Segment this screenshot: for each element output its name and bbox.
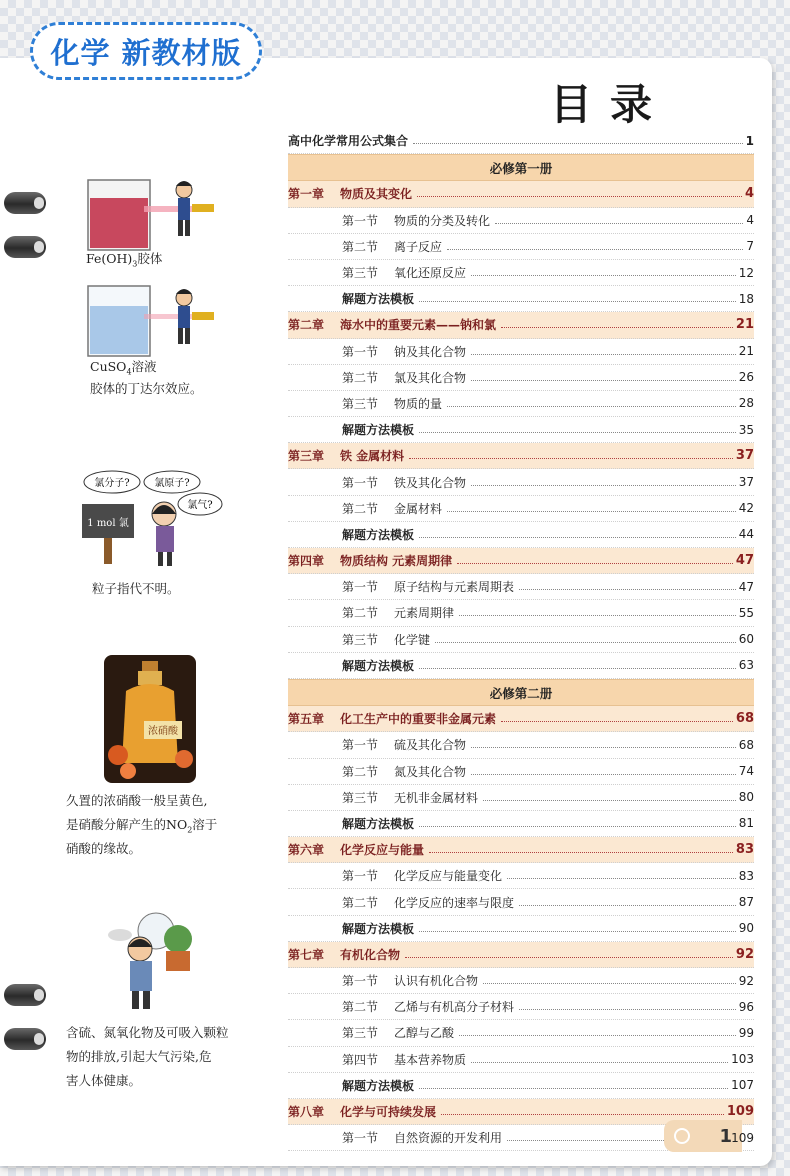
bottle-label: 浓硝酸 xyxy=(148,726,178,737)
binder-ring-icon xyxy=(4,192,46,214)
nitric-acid-photo xyxy=(104,655,196,783)
toc-chapter-7[interactable]: 第七章 有机化合物 92 xyxy=(288,942,754,968)
toc-section[interactable]: 第二节 氮及其化合物 74 xyxy=(288,759,754,785)
volume-header-2: 必修第二册 xyxy=(288,679,754,706)
toc-method-template[interactable]: 解题方法模板 90 xyxy=(288,916,754,942)
solution-beaker-illustration xyxy=(84,282,224,362)
edition-badge xyxy=(30,22,262,80)
toc-chapter-1[interactable]: 第一章 物质及其变化 4 xyxy=(288,181,754,207)
chlorine-mol-illustration xyxy=(80,470,230,580)
toc-section[interactable]: 第一节 化学反应与能量变化 83 xyxy=(288,863,754,889)
toc-method-template[interactable]: 解题方法模板 35 xyxy=(288,417,754,443)
caption-feoh3: $Fe(OH)_3$胶体 xyxy=(86,251,163,269)
volume-header-1: 必修第一册 xyxy=(288,154,754,181)
binder-ring-icon xyxy=(4,984,46,1006)
table-of-contents xyxy=(288,128,754,1151)
toc-section[interactable]: 第一节 硫及其化合物 68 xyxy=(288,732,754,758)
smiley-icon xyxy=(674,1128,690,1144)
toc-section[interactable]: 第三节 乙醇与乙酸 99 xyxy=(288,1020,754,1046)
toc-chapter-2[interactable]: 第二章 海水中的重要元素——钠和氯 21 xyxy=(288,312,754,338)
toc-method-template[interactable]: 解题方法模板 81 xyxy=(288,811,754,837)
toc-method-template[interactable]: 解题方法模板 63 xyxy=(288,653,754,679)
colloid-beaker-illustration xyxy=(84,176,224,256)
toc-section[interactable]: 第三节 无机非金属材料 80 xyxy=(288,785,754,811)
caption-nitric-2: 是硝酸分解产生的$NO_2$溶于 xyxy=(66,817,218,835)
bubble-2: 氯原子? xyxy=(154,478,190,489)
caption-pollution-2: 物的排放,引起大气污染,危 xyxy=(66,1049,212,1064)
caption-pollution-3: 害人体健康。 xyxy=(66,1073,142,1088)
toc-chapter-8[interactable]: 第八章 化学与可持续发展 109 xyxy=(288,1099,754,1125)
toc-section[interactable]: 第一节 物质的分类及转化 4 xyxy=(288,208,754,234)
toc-section[interactable]: 第二节 氯及其化合物 26 xyxy=(288,365,754,391)
toc-chapter-4[interactable]: 第四章 物质结构 元素周期律 47 xyxy=(288,548,754,574)
toc-section[interactable]: 第一节 自然资源的开发利用 109 xyxy=(288,1125,754,1151)
caption-nitric-1: 久置的浓硝酸一般呈黄色, xyxy=(66,793,208,808)
edition-badge-text: 化学 新教材版 xyxy=(50,35,242,70)
toc-section[interactable]: 第二节 元素周期律 55 xyxy=(288,600,754,626)
toc-section[interactable]: 第一节 钠及其化合物 21 xyxy=(288,339,754,365)
toc-chapter-6[interactable]: 第六章 化学反应与能量 83 xyxy=(288,837,754,863)
bubble-3: 氯气? xyxy=(187,500,213,511)
toc-method-template[interactable]: 解题方法模板 44 xyxy=(288,522,754,548)
toc-section[interactable]: 第二节 离子反应 7 xyxy=(288,234,754,260)
toc-section[interactable]: 第二节 金属材料 42 xyxy=(288,496,754,522)
toc-section[interactable]: 第三节 化学键 60 xyxy=(288,627,754,653)
toc-chapter-5[interactable]: 第五章 化工生产中的重要非金属元素 68 xyxy=(288,706,754,732)
pollution-illustration xyxy=(96,905,206,1015)
binder-ring-icon xyxy=(4,1028,46,1050)
caption-pollution-1: 含硫、氮氧化物及可吸入颗粒 xyxy=(66,1025,229,1040)
toc-section[interactable]: 第一节 认识有机化合物 92 xyxy=(288,968,754,994)
caption-tyndall: 胶体的丁达尔效应。 xyxy=(90,381,203,396)
toc-section[interactable]: 第三节 氧化还原反应 12 xyxy=(288,260,754,286)
sign-text: 1 mol 氯 xyxy=(87,518,129,529)
toc-section[interactable]: 第二节 化学反应的速率与限度 87 xyxy=(288,889,754,915)
toc-section[interactable]: 第一节 铁及其化合物 37 xyxy=(288,469,754,495)
binder-ring-icon xyxy=(4,236,46,258)
toc-section[interactable]: 第四节 基本营养物质 103 xyxy=(288,1047,754,1073)
caption-cuso4: CuSO$_4$溶液 xyxy=(90,359,157,377)
toc-formula-collection[interactable]: 高中化学常用公式集合 1 xyxy=(288,128,754,154)
bubble-1: 氯分子? xyxy=(94,478,130,489)
toc-method-template[interactable]: 解题方法模板 107 xyxy=(288,1073,754,1099)
toc-section[interactable]: 第二节 乙烯与有机高分子材料 96 xyxy=(288,994,754,1020)
toc-method-template[interactable]: 解题方法模板 18 xyxy=(288,286,754,312)
page-title: 目录 xyxy=(550,80,671,129)
toc-section[interactable]: 第三节 物质的量 28 xyxy=(288,391,754,417)
caption-nitric-3: 硝酸的缘故。 xyxy=(66,841,142,856)
toc-section[interactable]: 第一节 原子结构与元素周期表 47 xyxy=(288,574,754,600)
caption-particles: 粒子指代不明。 xyxy=(92,581,180,596)
toc-chapter-3[interactable]: 第三章 铁 金属材料 37 xyxy=(288,443,754,469)
page-number: 1 xyxy=(719,1125,732,1147)
